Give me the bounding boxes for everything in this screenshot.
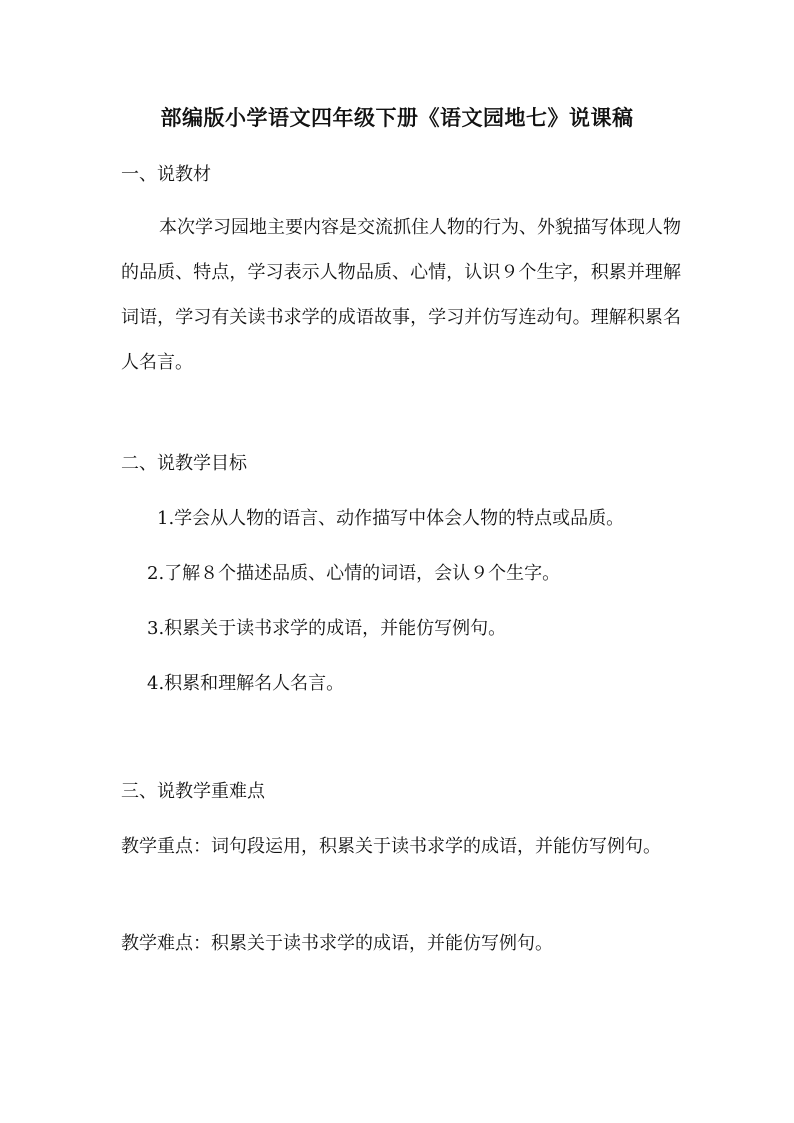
section-heading-textbook: 一、说教材 [121,164,211,185]
goal-item-3: 3.积累关于读书求学的成语，并能仿写例句。 [147,618,507,639]
section-paragraph-textbook: 本次学习园地主要内容是交流抓住人物的行为、外貌描写体现人物的品质、特点，学习表示人物品质、心情，认识９个生字，积累并理解词语，学习有关读书求学的成语故事，学习并仿写连动句。理解积累名人名言。 [121,217,681,373]
section-heading-goals: 二、说教学目标 [121,453,247,474]
key-focus-text: 教学重点：词句段运用，积累关于读书求学的成语，并能仿写例句。 [121,836,661,857]
goal-item-1: 1.学会从人物的语言、动作描写中体会人物的特点或品质。 [157,508,625,529]
goal-item-4: 4.积累和理解名人名言。 [147,673,345,694]
key-difficulty-text: 教学难点：积累关于读书求学的成语，并能仿写例句。 [121,933,553,954]
goal-item-2: 2.了解８个描述品质、心情的词语，会认９个生字。 [147,563,561,584]
section-heading-keypoints: 三、说教学重难点 [121,781,265,802]
document-title: 部编版小学语文四年级下册《语文园地七》说课稿 [160,105,634,130]
